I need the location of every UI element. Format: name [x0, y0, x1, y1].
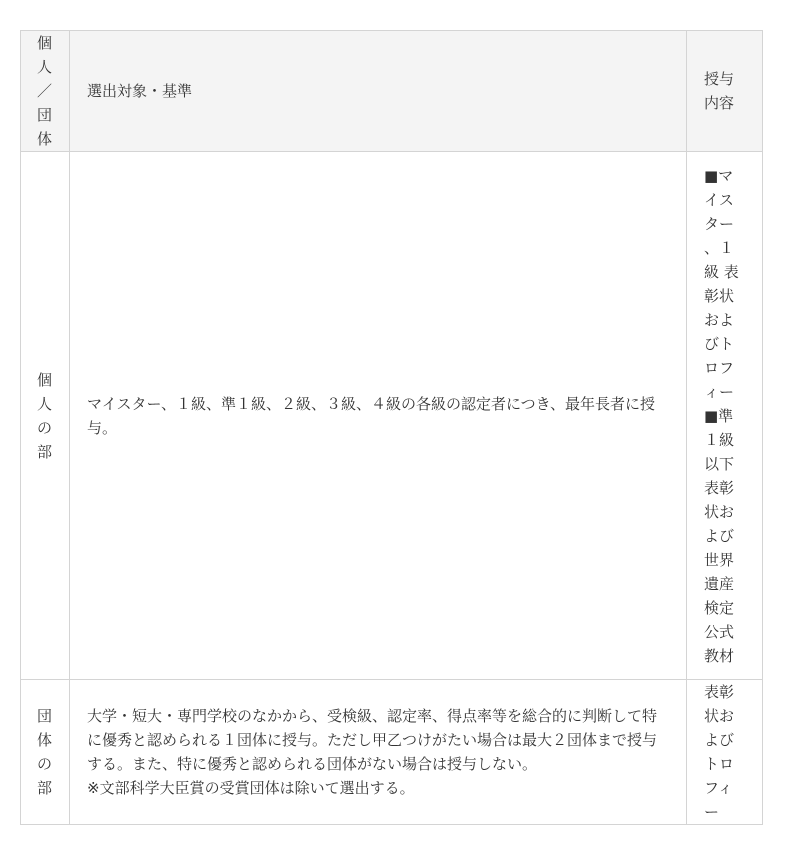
- group-criteria-note: ※文部科学大臣賞の受賞団体は除いて選出する。: [87, 779, 415, 797]
- table-header-row: [21, 31, 763, 152]
- header-award-cell: [687, 31, 763, 152]
- group-category-cell: [21, 680, 70, 825]
- table-row-group: [21, 680, 763, 825]
- header-criteria-cell: [70, 31, 687, 152]
- header-award-label: 授与内容: [704, 70, 735, 112]
- table-row-individual: [21, 152, 763, 680]
- award-criteria-table: [20, 30, 763, 825]
- individual-category-cell: [21, 152, 70, 680]
- individual-award-list: [687, 164, 762, 668]
- group-category-label: 団体の部: [37, 707, 53, 797]
- header-category-label: 個人／団体: [37, 34, 53, 148]
- group-criteria-block: [70, 704, 686, 800]
- group-award-list: [687, 680, 762, 824]
- individual-category-label: 個人の部: [37, 370, 53, 461]
- individual-criteria-cell: [70, 152, 687, 680]
- group-criteria-text: 大学・短大・専門学校のなかから、受検級、認定率、得点率等を総合的に判断して特に優秀と認められる１団体に授与。ただし甲乙つけがたい場合は最大２団体まで授与する。また、特に優秀と認められる団体がない場合は授与しない。: [87, 707, 658, 773]
- individual-award-item-master: ■マイスター、１級 表彰状およびトロフィー: [704, 166, 739, 401]
- group-criteria-cell: [70, 680, 687, 825]
- header-criteria-label: 選出対象・基準: [87, 82, 193, 100]
- individual-award-cell: [687, 152, 763, 680]
- individual-criteria-text: マイスター、１級、準１級、２級、３級、４級の各級の認定者につき、最年長者に授与。: [87, 394, 656, 437]
- individual-award-item-pre1: ■準１級以下 表彰状および世界遺産検定公式教材: [704, 406, 735, 665]
- group-award-cell: [687, 680, 763, 825]
- header-category-cell: [21, 31, 70, 152]
- group-award-item: 表彰状およびトロフィー: [704, 683, 735, 821]
